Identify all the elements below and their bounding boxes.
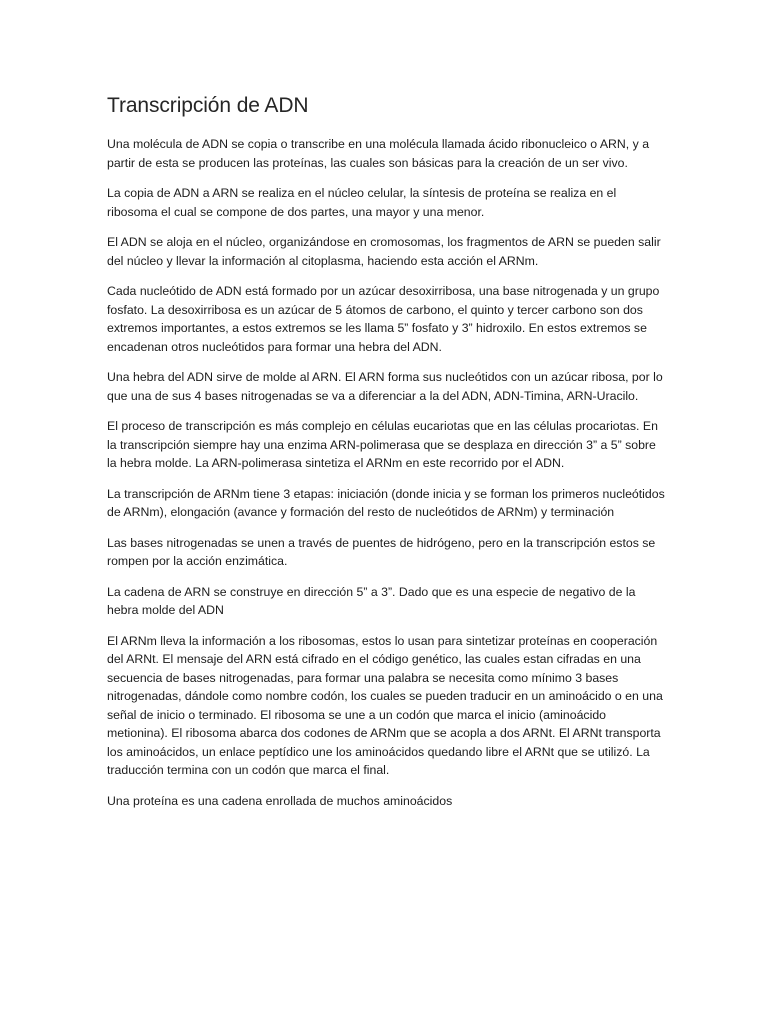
- paragraph-4: Cada nucleótido de ADN está formado por un azúcar desoxirribosa, una base nitrogenada y un grupo fosfato. La desoxirribosa es un azúcar de 5 átomos de carbono, el quinto y tercer carbono son dos extremos importantes, a estos extremos se les llama 5” fosfato y 3” hidroxilo. En estos extremos se encadenan otros nucleótidos para formar una hebra del ADN.: [107, 284, 660, 354]
- paragraph-11: Una proteína es una cadena enrollada de muchos aminoácidos: [107, 793, 453, 808]
- document-title: Transcripción de ADN: [107, 94, 309, 117]
- paragraph-1: Una molécula de ADN se copia o transcribe en una molécula llamada ácido ribonucleico o ARN, y a partir de esta se producen las proteínas, las cuales son básicas para la creación de un ser vivo.: [107, 137, 650, 170]
- paragraph-5: Una hebra del ADN sirve de molde al ARN. El ARN forma sus nucleótidos con un azúcar ribosa, por lo que una de sus 4 bases nitrogenadas se va a diferenciar a la del ADN, ADN-Timina, ARN-Uracilo.: [107, 370, 663, 403]
- paragraph-7: La transcripción de ARNm tiene 3 etapas: iniciación (donde inicia y se forman los primeros nucleótidos de ARNm), elongación (avance y formación del resto de nucleótidos de ARNm) y terminación: [107, 486, 665, 519]
- paragraph-6: El proceso de transcripción es más complejo en células eucariotas que en las células procariotas. En la transcripción siempre hay una enzima ARN-polimerasa que se desplaza en dirección 3” a 5” sobre la hebra molde. La ARN-polimerasa sintetiza el ARNm en este recorrido por el ADN.: [107, 419, 658, 470]
- paragraph-9: La cadena de ARN se construye en dirección 5” a 3”. Dado que es una especie de negativo de la hebra molde del ADN: [107, 584, 636, 617]
- document-page: [107, 92, 667, 822]
- paragraph-8: Las bases nitrogenadas se unen a través de puentes de hidrógeno, pero en la transcripción estos se rompen por la acción enzimática.: [107, 535, 656, 568]
- paragraph-10: El ARNm lleva la información a los ribosomas, estos lo usan para sintetizar proteínas en cooperación del ARNt. El mensaje del ARN está cifrado en el código genético, las cuales estan cifradas en una secuencia de bases nitrogenadas, para formar una palabra se necesita como mínimo 3 bases nitrogenadas, dándole como nombre codón, los cuales se pueden traducir en un aminoácido o en una señal de inicio o terminado. El ribosoma se une a un codón que marca el inicio (aminoácido metionina). El ribosoma abarca dos codones de ARNm que se acopla a dos ARNt. El ARNt transporta los aminoácidos, un enlace peptídico une los aminoácidos quedando libre el ARNt que se utilizó. La traducción termina con un codón que marca el final.: [107, 633, 663, 777]
- paragraph-2: La copia de ADN a ARN se realiza en el núcleo celular, la síntesis de proteína se realiza en el ribosoma el cual se compone de dos partes, una mayor y una menor.: [107, 186, 617, 219]
- paragraph-3: El ADN se aloja en el núcleo, organizándose en cromosomas, los fragmentos de ARN se pueden salir del núcleo y llevar la información al citoplasma, haciendo esta acción el ARNm.: [107, 235, 661, 268]
